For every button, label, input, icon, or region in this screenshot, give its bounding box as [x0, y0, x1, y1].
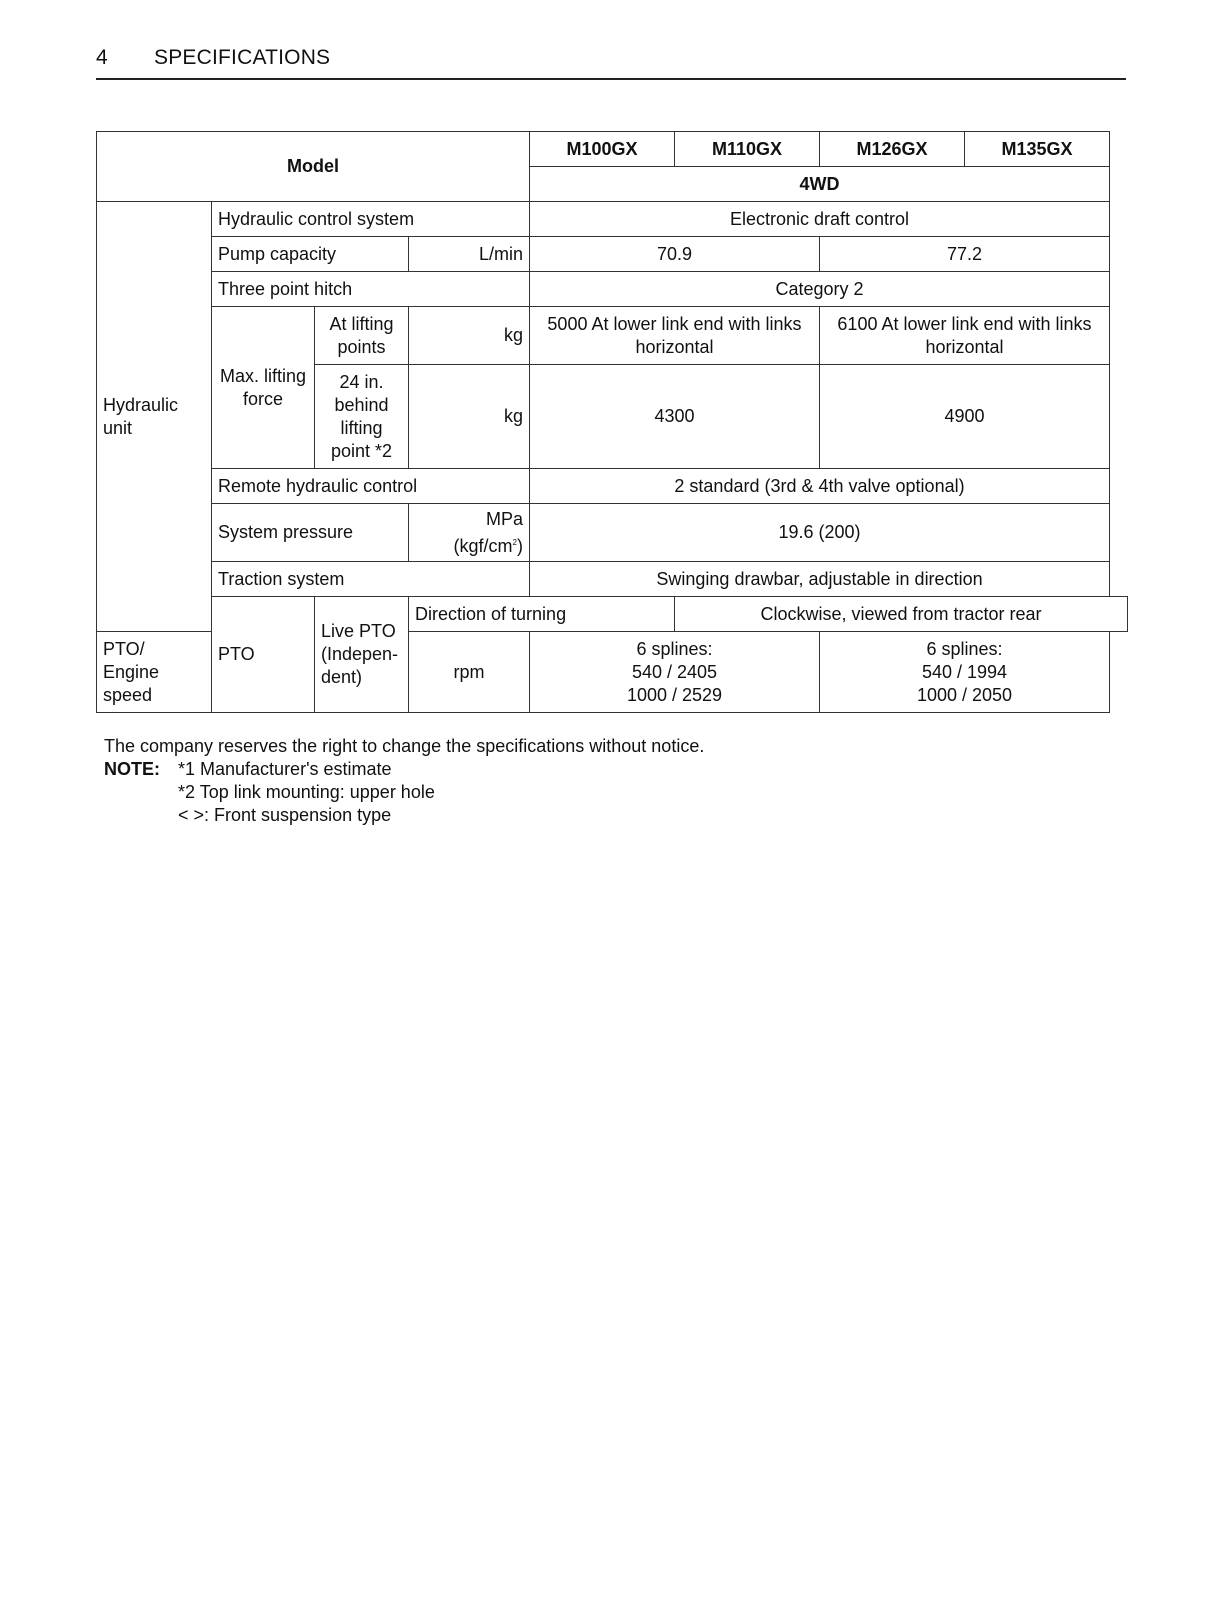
engine-speed-a-line-3: 1000 / 2529 [626, 684, 723, 705]
page-number: 4 [96, 46, 108, 69]
pump-capacity-label: Pump capacity [212, 237, 409, 272]
hydraulic-unit-label: Hydraulic unit [97, 202, 212, 632]
model-m100gx: M100GX [530, 132, 675, 167]
section-title: SPECIFICATIONS [154, 46, 331, 69]
system-pressure-unit-top: MPa [485, 508, 523, 529]
behind-lifting-point-unit: kg [409, 365, 530, 469]
behind-lifting-point-value-b: 4900 [820, 365, 1110, 469]
note-line-1 [104, 758, 704, 781]
system-pressure-unit-close: ) [517, 535, 523, 556]
pump-capacity-unit: L/min [409, 237, 530, 272]
system-pressure-unit-sup: 2 [512, 537, 517, 547]
engine-speed-unit: rpm [409, 632, 530, 713]
pump-capacity-value-b: 77.2 [820, 237, 1110, 272]
pto-label: PTO [212, 597, 315, 713]
behind-lifting-point-label: 24 in. behind lifting point *2 [315, 365, 409, 469]
three-point-hitch-label: Three point hitch [212, 272, 530, 307]
disclaimer-text: The company reserves the right to change the specifications without notice. [104, 736, 705, 756]
system-pressure-unit-bottom: (kgf/cm [453, 535, 513, 556]
engine-speed-value-b [820, 632, 1110, 713]
drive-type: 4WD [530, 167, 1110, 202]
direction-of-turning-value: Clockwise, viewed from tractor rear [675, 597, 1128, 632]
at-lifting-points-value-a: 5000 At lower link end with links horizontal [530, 307, 820, 365]
at-lifting-points-unit: kg [409, 307, 530, 365]
at-lifting-points-label: At lifting points [315, 307, 409, 365]
note-item-1: *1 Manufacturer's estimate [178, 759, 392, 779]
system-pressure-label: System pressure [212, 504, 409, 562]
remote-control-label: Remote hydraulic control [212, 469, 530, 504]
note-item-2: *2 Top link mounting: upper hole [178, 782, 435, 802]
engine-speed-b-line-2: 540 / 1994 [921, 661, 1008, 682]
control-system-label: Hydraulic control system [212, 202, 530, 237]
remote-control-value: 2 standard (3rd & 4th valve optional) [530, 469, 1110, 504]
max-lifting-force-label: Max. lifting force [212, 307, 315, 469]
engine-speed-a-line-2: 540 / 2405 [631, 661, 718, 682]
model-label: Model [97, 132, 530, 202]
notes-block [104, 735, 704, 827]
traction-system-value: Swinging drawbar, adjustable in direction [530, 562, 1110, 597]
model-m126gx: M126GX [820, 132, 965, 167]
three-point-hitch-value: Category 2 [530, 272, 1110, 307]
note-label: NOTE: [104, 759, 160, 779]
direction-of-turning-label: Direction of turning [409, 597, 675, 632]
at-lifting-points-value-b: 6100 At lower link end with links horizontal [820, 307, 1110, 365]
traction-system-label: Traction system [212, 562, 530, 597]
system-pressure-value: 19.6 (200) [530, 504, 1110, 562]
control-system-value: Electronic draft control [530, 202, 1110, 237]
engine-speed-b-line-1: 6 splines: [926, 638, 1003, 659]
engine-speed-value-a [530, 632, 820, 713]
pump-capacity-value-a: 70.9 [530, 237, 820, 272]
engine-speed-a-line-1: 6 splines: [636, 638, 713, 659]
engine-speed-label: PTO/ Engine speed [97, 632, 212, 713]
engine-speed-b-line-3: 1000 / 2050 [916, 684, 1013, 705]
note-item-3: < >: Front suspension type [178, 805, 392, 825]
model-m110gx: M110GX [675, 132, 820, 167]
spec-table [96, 131, 1128, 713]
live-pto-label: Live PTO (Indepen-dent) [315, 597, 409, 713]
page-header [96, 44, 1126, 80]
behind-lifting-point-value-a: 4300 [530, 365, 820, 469]
system-pressure-unit [409, 504, 530, 562]
model-m135gx: M135GX [965, 132, 1110, 167]
